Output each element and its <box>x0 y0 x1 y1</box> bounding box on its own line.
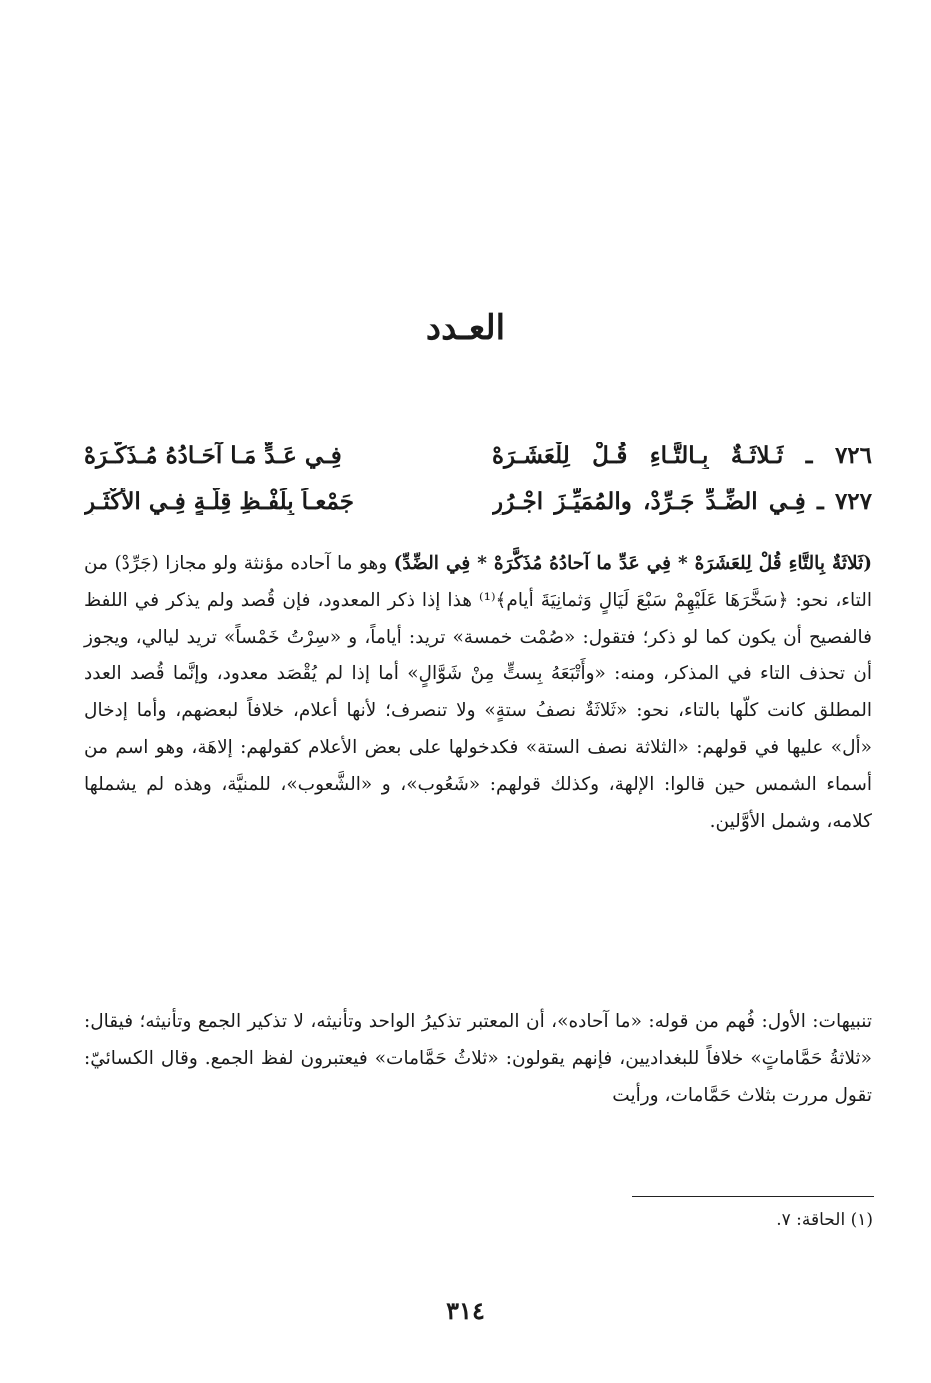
notes-text: تنبيهات: الأول: فُهم من قوله: «ما آحاده»، أن المعتبر تذكيرُ الواحد وتأنيثه، لا تذكير الجمع وتأنيثه؛ فيقال: «ثلاثةُ حَمَّاماتٍ» خلافاً للبغداديين، فإنهم يقولون: «ثلاثُ حَمَّامات» فيعتبرون لفظ الجمع. وقال الكسائيّ: تقول مررت بثلاث حَمَّامات، ورأيت <box>84 1011 872 1106</box>
verse-second-hemistich: جَمْعـاً بِلَفْـظِ قِلَّـةٍ فِـي الأَكْثَـرِ <box>84 487 355 515</box>
commentary-paragraph <box>84 546 872 840</box>
chapter-title: العـدد <box>425 308 506 348</box>
verse-line <box>84 432 872 478</box>
commentary-body: وهو ما آحاده مؤنثة ولو مجازا (جَرِّدْ) من التاء، نحو: ﴿سَخَّرَهَا عَلَيْهِمْ سَبْعَ لَيَالٍ وَثمانِيَةَ أيام﴾⁽¹⁾ هذا إذا ذكر المعدود، فإن قُصد ولم يذكر في اللفظ فالفصيح أن يكون كما لو ذكر؛ فتقول: «صُمْت خمسة» تريد: أياماً، و «سِرْتُ خَمْساً» تريد ليالي، ويجوز أن تحذف التاء في المذكر، ومنه: «وأَتْبَعَهُ بِستٍّ مِنْ شَوَّالٍ» أما إذا لم يُقْصَد معدود، وإنَّما قُصد العدد المطلق كانت كلّها بالتاء، نحو: «ثَلاثَةٌ نصفُ ستةٍ» ولا تنصرف؛ لأنها أعلام، خلافاً لبعضهم، وأما إدخال «أل» عليها في قولهم: «الثلاثة نصف الستة» فكدخولها على بعض الأعلام كقولهم: إلاهَة، وهو اسم من أسماء الشمس حين قالوا: الإلهة، وكذلك قولهم: «شَعُوب»، و «الشَّعوب»، للمنيَّة، وهذه لم يشملها كلامه، وشمل الأوَّلين. <box>84 553 872 832</box>
verse-first-hemistich: ٧٢٧ ـ فِـي الضِّـدِّ جَـرِّدْ، والمُمَيِّـزَ اجْـرُرِ <box>492 487 872 515</box>
page-number: ٣١٤ <box>446 1296 485 1325</box>
verse-block <box>84 432 872 524</box>
commentary-text <box>84 546 872 840</box>
footnote: (١) الحاقة: ٧. <box>776 1210 873 1230</box>
verse-second-hemistich: فِـي عَـدٍّ مَـا آحَـادُهُ مُـذَكَّـرَهْ <box>84 441 342 469</box>
footnote-divider <box>632 1196 874 1197</box>
notes-paragraph <box>84 1004 872 1114</box>
verse-first-hemistich: ٧٢٦ ـ ثَـلاثَـةٌ بِـالتَّـاءِ قُـلْ لِلْعَشَـرَهْ <box>492 441 872 469</box>
verse-line <box>84 478 872 524</box>
commentary-lead: (ثَلاثَةٌ بِالتَّاءِ قُلْ لِلعَشَرَهْ * فِي عَدِّ ما آحادُهُ مُذَكَّرَهْ * فِي الضِّدِّ) <box>393 553 872 574</box>
